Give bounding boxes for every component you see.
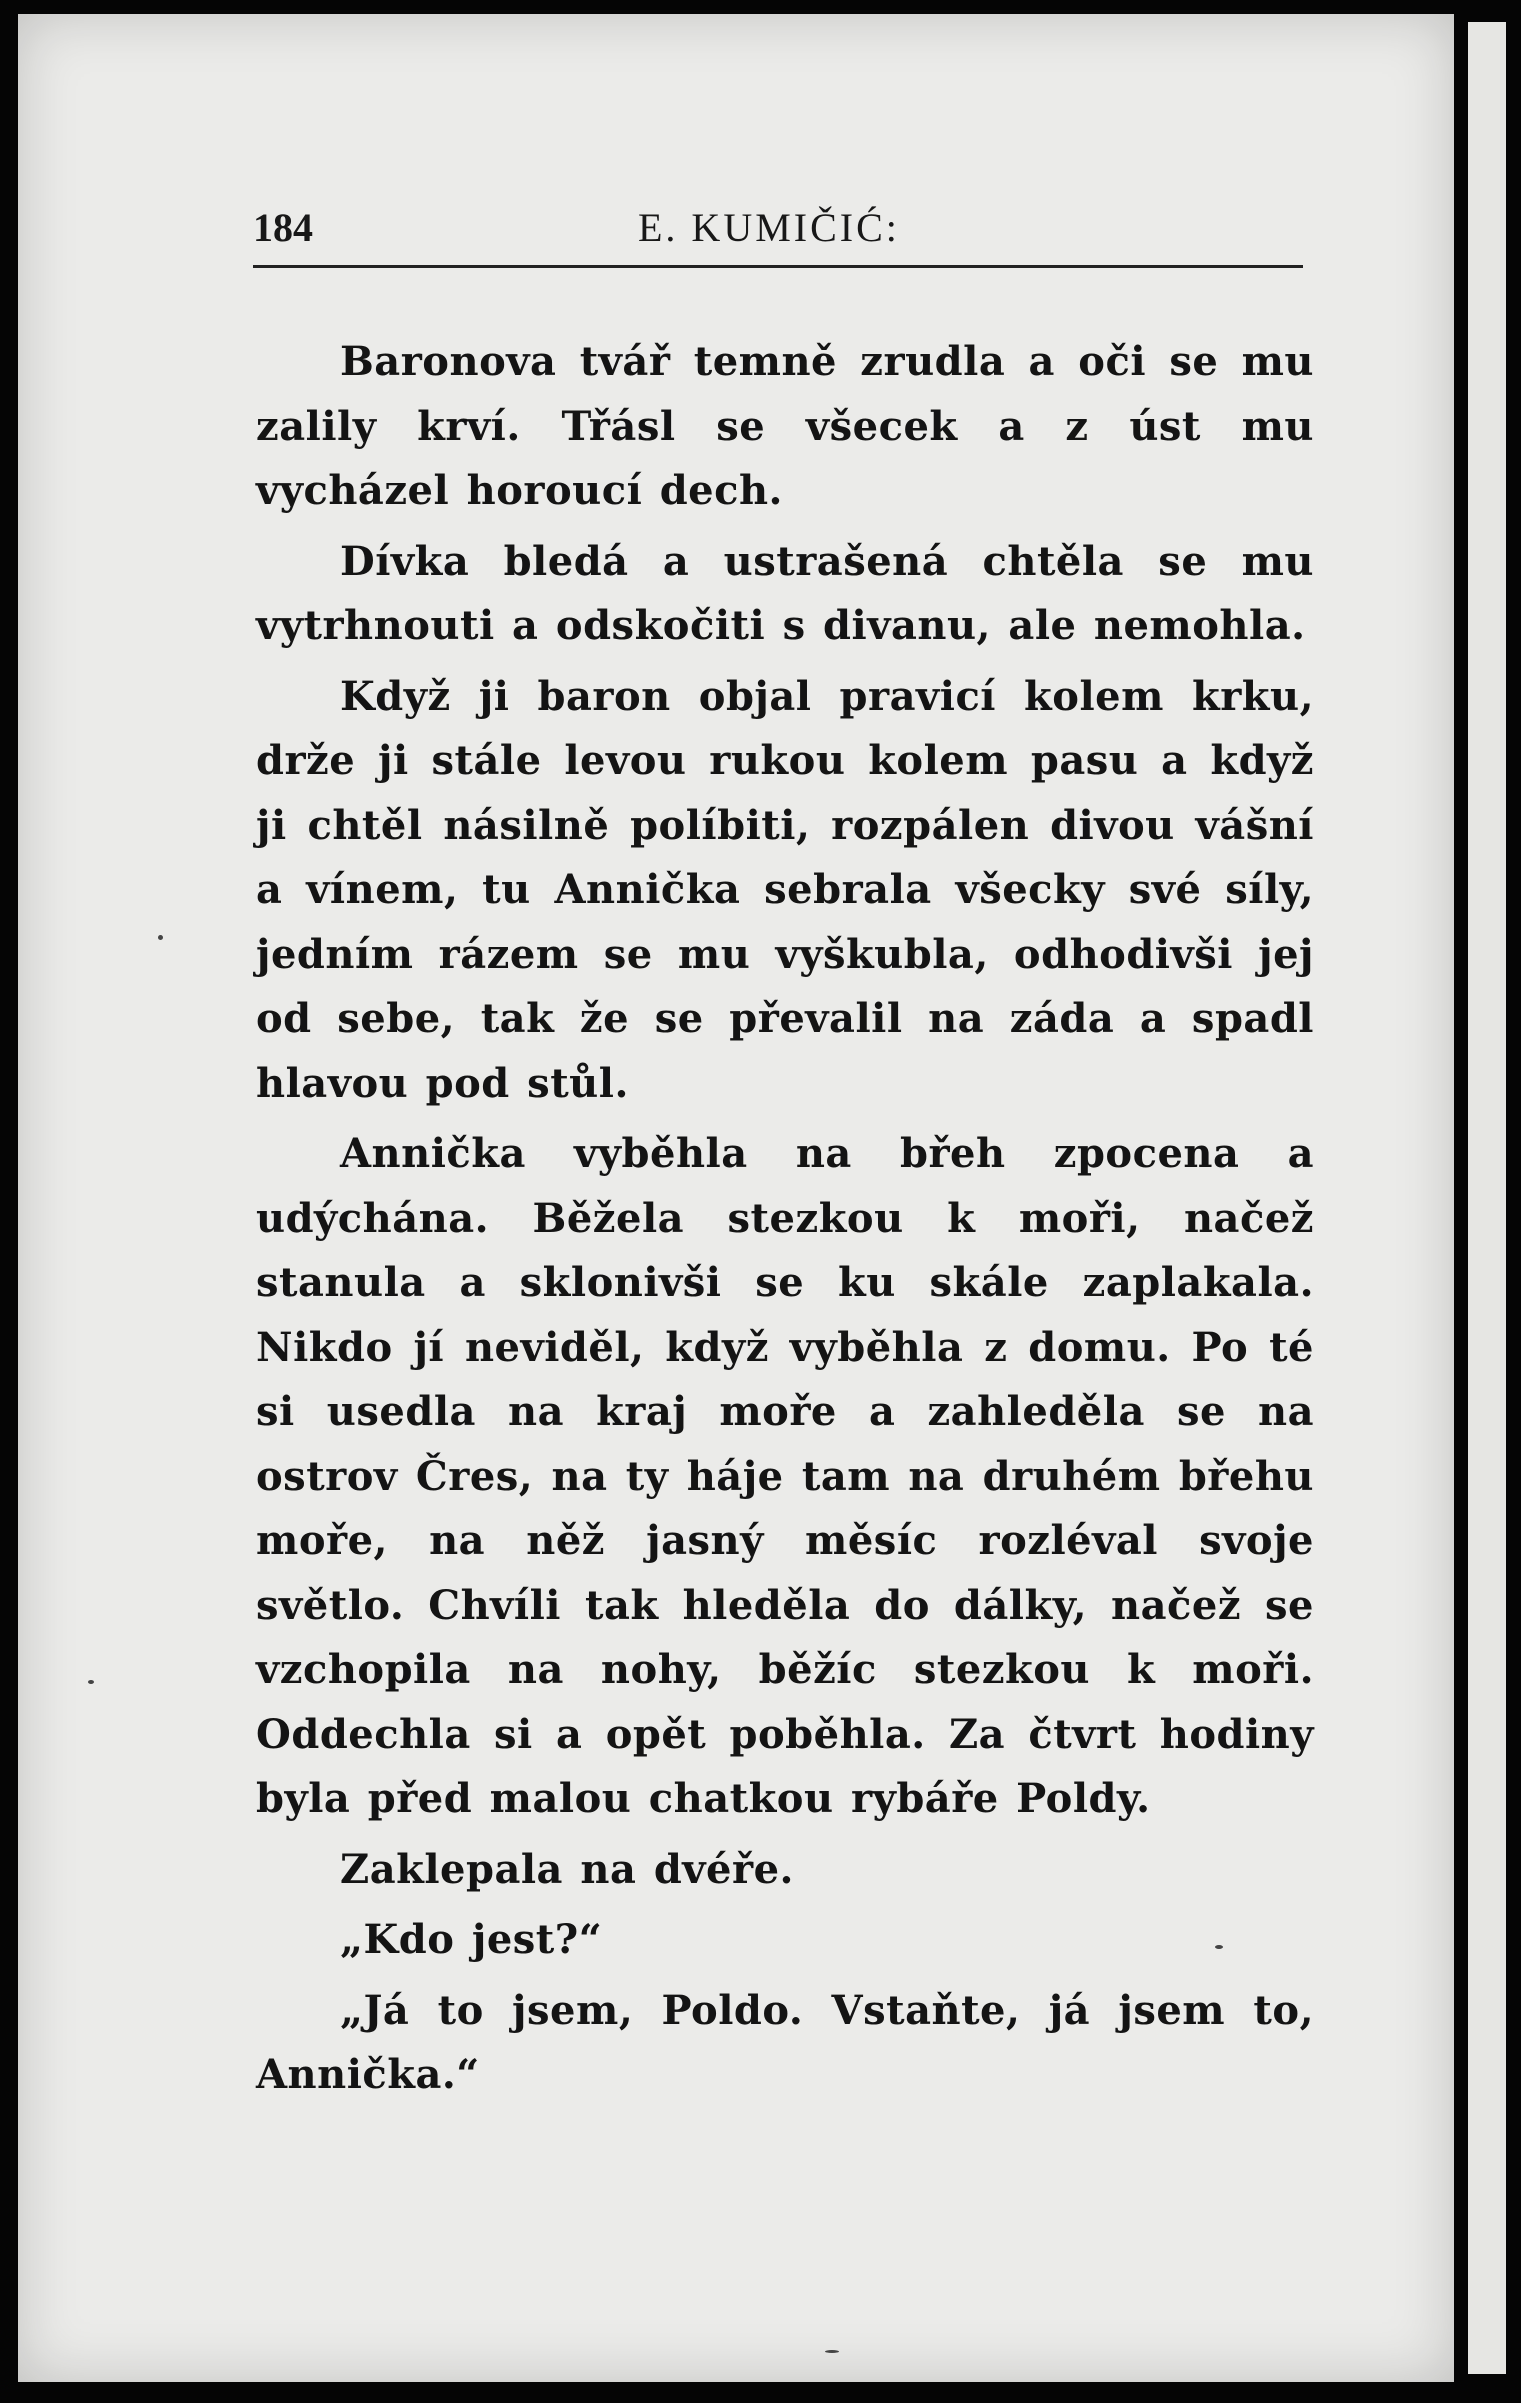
running-head <box>253 196 1303 256</box>
paragraph: Annička vyběhla na břeh zpocena a udýchána. Běžela stezkou k moři, načež stanula a sklonivši se ku skále zaplakala. Nikdo jí neviděl, když vyběhla z domu. Po té si usedla na kraj moře a zahleděla se na ostrov Čres, na ty háje tam na druhém břehu moře, na něž jasný měsíc rozléval svoje světlo. Chvíli tak hleděla do dálky, načež se vzchopila na nohy, běžíc stezkou k moři. Oddechla si a opět poběhla. Za čtvrt hodiny byla před malou chatkou rybáře Poldy. <box>256 1130 1314 1822</box>
paper-speck <box>1215 1945 1223 1949</box>
facing-page-edge <box>1468 22 1506 2374</box>
paragraph: Dívka bledá a ustrašená chtěla se mu vytrhnouti a odskočiti s divanu, ale nemohla. <box>256 537 1314 649</box>
body-text <box>256 330 1314 2114</box>
paper-speck <box>158 935 163 940</box>
paragraph: Zaklepala na dvéře. <box>340 1845 794 1893</box>
paragraph: „Kdo jest?“ <box>340 1916 603 1963</box>
page-number: 184 <box>253 205 313 250</box>
running-title: E. KUMIČIĆ: <box>638 205 900 250</box>
paper-speck <box>825 2350 839 2353</box>
header-rule <box>253 265 1303 268</box>
paragraph: Když ji baron objal pravicí kolem krku, drže ji stále levou rukou kolem pasu a když ji chtěl násilně políbiti, rozpálen divou vášní a vínem, tu Annička sebrala všecky své síly, jedním rázem se mu vyškubla, odhodivši jej od sebe, tak že se převalil na záda a spadl hlavou pod stůl. <box>256 672 1314 1107</box>
paper-speck <box>88 1680 94 1684</box>
paragraph: Baronova tvář temně zrudla a oči se mu zalily krví. Třásl se všecek a z úst mu vycházel horoucí dech. <box>256 338 1314 514</box>
paragraph: „Já to jsem, Poldo. Vstaňte, já jsem to, Annička.“ <box>256 1986 1314 2098</box>
